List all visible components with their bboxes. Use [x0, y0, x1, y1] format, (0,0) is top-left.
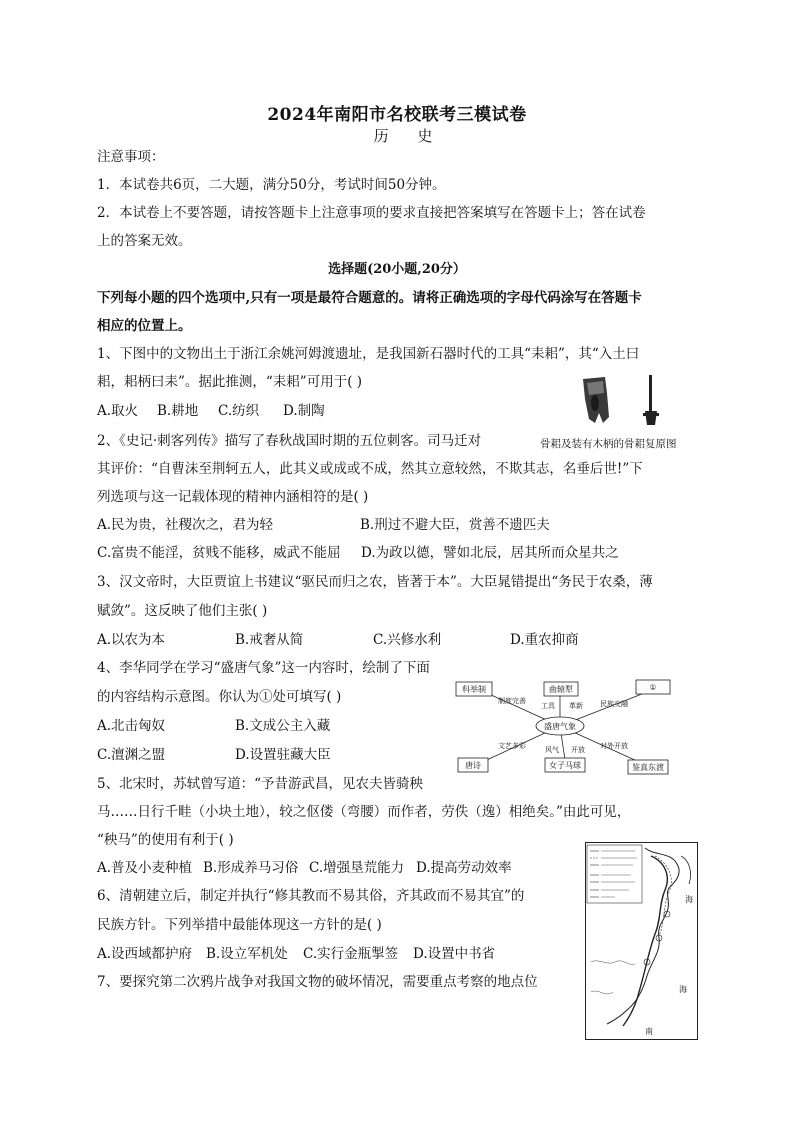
route-map-image	[585, 842, 698, 1040]
q3-option-d: D.重农抑商	[510, 632, 579, 648]
edge-label-kaifang: 开放	[571, 746, 585, 754]
diagram-node-quyuanli: 曲辕犁	[549, 685, 573, 694]
q4-option-c: C.澶渊之盟	[97, 747, 166, 763]
q5-stem-3: “秧马”的使用有利于( )	[97, 832, 234, 848]
section-instruction-2: 相应的位置上。	[97, 318, 192, 334]
q3-option-b: B.戒奢从简	[235, 632, 304, 648]
q3-option-a: A.以农为本	[97, 632, 166, 648]
q1-option-b: B.耕地	[157, 403, 199, 419]
q5-stem-1: 5、北宋时，苏轼曾写道：“予昔游武昌，见农夫皆骑秧	[97, 776, 423, 792]
edge-label-minzu: 民族交融	[600, 700, 628, 708]
q2-stem-1: 2、《史记·刺客列传》描写了春秋战国时期的五位刺客。司马迁对	[97, 433, 482, 449]
q4-option-a: A.北击匈奴	[97, 718, 166, 734]
q2-option-a: A.民为贵，社稷次之，君为轻	[97, 517, 274, 533]
q6-option-a: A.设西域都护府	[97, 946, 193, 962]
notice-item-2: 2．本试卷上不要答题，请按答题卡上注意事项的要求直接把答案填写在答题卡上；答在试卷	[97, 205, 646, 221]
exam-title: 2024年南阳市名校联考三模试卷	[267, 105, 527, 125]
q7-stem-1: 7、要探究第二次鸦片战争对我国文物的破坏情况，需要重点考察的地点位	[97, 974, 538, 990]
diagram-node-polo: 女子马球	[549, 761, 581, 770]
q1-option-c: C.纺织	[218, 403, 260, 419]
notice-item-1: 1．本试卷共6页，二大题，满分50分，考试时间50分钟。	[97, 177, 446, 193]
q1-option-a: A.取火	[97, 403, 139, 419]
diagram-center: 盛唐气象	[544, 722, 576, 731]
diagram-node-tangshi: 唐诗	[465, 761, 481, 770]
q5-option-b: B.形成养马习俗	[203, 860, 299, 876]
edge-label-wenyi: 文艺多彩	[498, 742, 526, 750]
map-label-sea-1: 海	[685, 895, 693, 904]
edge-label-fengqi: 风气	[545, 746, 559, 754]
q6-stem-2: 民族方针。下列举措中最能体现这一方针的是( )	[97, 917, 382, 933]
q3-option-c: C.兴修水利	[373, 632, 442, 648]
subject-title: 历 史	[373, 127, 445, 145]
bone-plough-caption: 骨耜及装有木柄的骨耜复原图	[540, 438, 677, 450]
map-label-sea-3: 海	[679, 985, 687, 994]
q4-stem-2: 的内容结构示意图。你认为①处可填写( )	[97, 689, 342, 705]
section-instruction-1: 下列每小题的四个选项中,只有一项是最符合题意的。请将正确选项的字母代码涂写在答题卡	[97, 290, 642, 306]
q5-stem-2: 马……日行千畦（小块土地），较之伛偻（弯腰）而作者，劳佚（逸）相绝矣。”由此可见，	[97, 804, 631, 820]
edge-label-zhidu: 制度完善	[498, 697, 526, 705]
q5-option-a: A.普及小麦种植	[97, 860, 193, 876]
diagram-node-blank: ①	[649, 683, 657, 692]
q3-stem-1: 3、汉文帝时，大臣贾谊上书建议“驱民而归之农，皆著于本”。大臣晁错提出“务民于农桑，薄	[97, 574, 653, 590]
q1-stem-2: 耜，耜柄曰耒”。据此推测，“耒耜”可用于( )	[97, 374, 363, 390]
bone-plough-image	[575, 373, 675, 431]
q2-option-c: C.富贵不能淫，贫贱不能移，威武不能屈	[97, 545, 341, 561]
q2-stem-2: 其评价：“自曹沫至荆轲五人，此其义或成或不成，然其立意较然，不欺其志，名垂后世!”下	[97, 461, 643, 477]
q1-stem-1: 1、下图中的文物出土于浙江余姚河姆渡遗址，是我国新石器时代的工具“耒耜”，其“入土曰	[97, 346, 640, 362]
section-title: 选择题(20小题,20分）	[328, 262, 466, 277]
diagram-node-jianzhen: 鉴真东渡	[632, 763, 664, 772]
q4-option-b: B.文成公主入藏	[235, 718, 331, 734]
edge-label-duiwai: 对外开放	[600, 742, 628, 750]
map-label-sea-2: 南	[645, 1027, 653, 1036]
q6-option-c: C.实行金瓶掣签	[303, 946, 399, 962]
q3-stem-2: 赋敛”。这反映了他们主张( )	[97, 603, 268, 619]
edge-label-gongju: 工具	[541, 702, 555, 710]
q6-option-b: B.设立军机处	[206, 946, 288, 962]
edge-label-gexin: 革新	[569, 702, 583, 710]
notice-item-2-cont: 上的答案无效。	[97, 233, 192, 249]
q6-option-d: D.设置中书省	[413, 946, 496, 962]
q1-option-d: D.制陶	[283, 403, 325, 419]
tang-structure-diagram	[450, 676, 690, 778]
q2-option-b: B.刑过不避大臣，赏善不遗匹夫	[360, 517, 550, 533]
q5-option-c: C.增强垦荒能力	[309, 860, 405, 876]
q4-stem-1: 4、李华同学在学习“盛唐气象”这一内容时，绘制了下面	[97, 660, 430, 676]
q4-option-d: D.设置驻藏大臣	[235, 747, 331, 763]
notice-heading: 注意事项：	[97, 149, 165, 165]
q6-stem-1: 6、清朝建立后，制定并执行“修其教而不易其俗，齐其政而不易其宜”的	[97, 888, 525, 904]
q2-option-d: D.为政以德，譬如北辰，居其所而众星共之	[361, 545, 619, 561]
q2-stem-3: 列选项与这一记载体现的精神内涵相符的是( )	[97, 489, 369, 505]
q5-option-d: D.提高劳动效率	[416, 860, 512, 876]
diagram-node-keju: 科举制	[462, 685, 486, 694]
